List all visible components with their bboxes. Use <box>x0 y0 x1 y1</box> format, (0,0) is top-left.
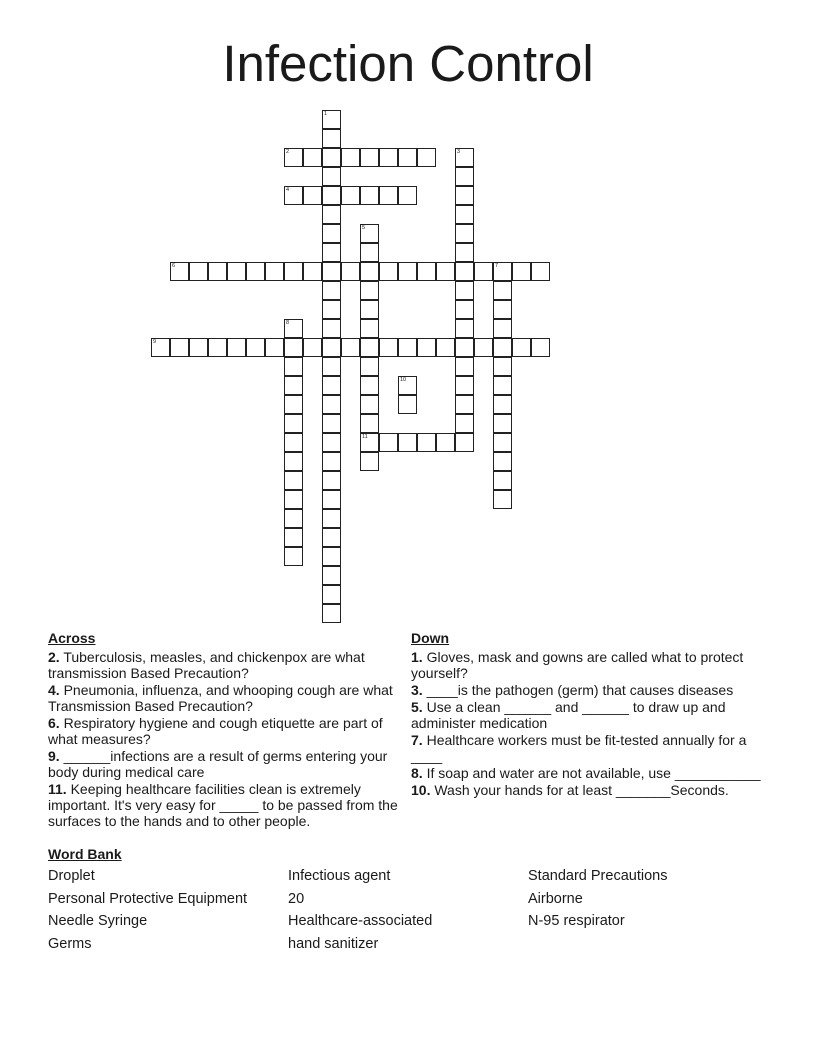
crossword-cell[interactable] <box>493 319 512 338</box>
crossword-cell[interactable] <box>493 376 512 395</box>
crossword-cell[interactable] <box>455 148 474 167</box>
crossword-cell[interactable] <box>322 528 341 547</box>
clue-number: 4. <box>48 682 60 698</box>
crossword-cell[interactable] <box>284 319 303 338</box>
clue-text: If soap and water are not available, use ___________ <box>422 765 761 781</box>
clue-number: 9 <box>153 339 157 345</box>
crossword-cell[interactable] <box>303 186 322 205</box>
crossword-cell[interactable] <box>322 414 341 433</box>
clue-number: 3. <box>411 682 423 698</box>
crossword-cell[interactable] <box>360 452 379 471</box>
crossword-cell[interactable] <box>284 148 303 167</box>
crossword-cell[interactable] <box>284 376 303 395</box>
crossword-cell[interactable] <box>455 167 474 186</box>
crossword-cell[interactable] <box>493 490 512 509</box>
word-bank-item: Needle Syringe <box>48 913 148 929</box>
down-heading: Down <box>411 630 450 646</box>
clue-number: 3 <box>457 149 461 155</box>
crossword-cell[interactable] <box>360 395 379 414</box>
crossword-cell[interactable] <box>360 281 379 300</box>
crossword-cell[interactable] <box>322 357 341 376</box>
crossword-cell[interactable] <box>322 452 341 471</box>
crossword-cell[interactable] <box>360 433 379 452</box>
crossword-cell[interactable] <box>436 338 455 357</box>
crossword-cell[interactable] <box>170 262 189 281</box>
page-title: Infection Control <box>222 35 594 92</box>
crossword-cell[interactable] <box>493 471 512 490</box>
crossword-cell[interactable] <box>360 376 379 395</box>
crossword-cell[interactable] <box>360 357 379 376</box>
clue-number: 1. <box>411 649 423 665</box>
crossword-cell[interactable] <box>417 338 436 357</box>
crossword-cell[interactable] <box>493 262 512 281</box>
crossword-cell[interactable] <box>322 395 341 414</box>
clue-number: 8. <box>411 765 423 781</box>
crossword-cell[interactable] <box>493 357 512 376</box>
crossword-cell[interactable] <box>208 338 227 357</box>
down-clue <box>411 782 761 798</box>
crossword-cell[interactable] <box>322 376 341 395</box>
crossword-cell[interactable] <box>398 433 417 452</box>
crossword-cell[interactable] <box>322 547 341 566</box>
crossword-cell[interactable] <box>512 338 531 357</box>
crossword-cell[interactable] <box>455 376 474 395</box>
clue-text: Wash your hands for at least _______Seconds. <box>430 782 729 798</box>
crossword-cell[interactable] <box>531 338 550 357</box>
clue-text: Respiratory hygiene and cough etiquette are part of what measures? <box>48 715 383 747</box>
crossword-cell[interactable] <box>322 471 341 490</box>
crossword-cell[interactable] <box>455 395 474 414</box>
across-clue-list <box>48 649 408 830</box>
crossword-cell[interactable] <box>398 376 417 395</box>
clue-text: ____is the pathogen (germ) that causes diseases <box>422 682 734 698</box>
crossword-cell[interactable] <box>341 186 360 205</box>
crossword-cell[interactable] <box>379 262 398 281</box>
word-bank-heading: Word Bank <box>48 846 122 862</box>
clue-number: 7 <box>495 263 499 269</box>
crossword-cell[interactable] <box>322 566 341 585</box>
down-clue <box>411 765 761 781</box>
crossword-cell[interactable] <box>512 262 531 281</box>
crossword-cell[interactable] <box>341 338 360 357</box>
crossword-cell[interactable] <box>455 186 474 205</box>
crossword-cell[interactable] <box>360 414 379 433</box>
crossword-cell[interactable] <box>284 471 303 490</box>
crossword-cell[interactable] <box>455 338 474 357</box>
clue-text: Pneumonia, influenza, and whooping cough are what Transmission Based Precaution? <box>48 682 393 714</box>
crossword-cell[interactable] <box>284 357 303 376</box>
word-bank-item: Droplet <box>48 868 95 884</box>
crossword-cell[interactable] <box>284 395 303 414</box>
across-heading: Across <box>48 630 96 646</box>
word-bank-item: Airborne <box>528 890 583 907</box>
crossword-cell[interactable] <box>436 433 455 452</box>
crossword-cell[interactable] <box>322 262 341 281</box>
clue-number: 11. <box>48 781 67 797</box>
crossword-cell[interactable] <box>322 205 341 224</box>
clue-number: 10 <box>400 377 407 383</box>
clue-number: 4 <box>286 187 290 193</box>
word-bank-item: Standard Precautions <box>528 868 668 884</box>
word-bank <box>48 868 768 952</box>
clue-number: 10. <box>411 782 431 798</box>
clue-text: Keeping healthcare facilities clean is extremely important. It's very easy for _____ to be passed from the surfaces to the hands and to other people. <box>48 781 398 829</box>
crossword-cell[interactable] <box>208 262 227 281</box>
crossword-cell[interactable] <box>284 547 303 566</box>
across-clue <box>48 649 408 681</box>
clue-number: 7. <box>411 732 423 748</box>
clue-text: Tuberculosis, measles, and chickenpox are what transmission Based Precaution? <box>48 649 365 681</box>
crossword-cell[interactable] <box>322 338 341 357</box>
across-clue <box>48 715 408 747</box>
crossword-cell[interactable] <box>455 357 474 376</box>
crossword-cell[interactable] <box>360 300 379 319</box>
crossword-cell[interactable] <box>322 148 341 167</box>
clue-number: 2. <box>48 649 60 665</box>
crossword-cell[interactable] <box>322 186 341 205</box>
crossword-cell[interactable] <box>303 148 322 167</box>
crossword-cell[interactable] <box>398 395 417 414</box>
clue-text: Gloves, mask and gowns are called what to protect yourself? <box>411 649 744 681</box>
crossword-cell[interactable] <box>360 224 379 243</box>
crossword-cell[interactable] <box>455 243 474 262</box>
crossword-cell[interactable] <box>398 148 417 167</box>
crossword-cell[interactable] <box>493 433 512 452</box>
clue-number: 9. <box>48 748 60 764</box>
crossword-cell[interactable] <box>360 148 379 167</box>
crossword-cell[interactable] <box>227 338 246 357</box>
clue-text: ______infections are a result of germs entering your body during medical care <box>48 748 388 780</box>
crossword-cell[interactable] <box>189 338 208 357</box>
word-bank-item: Healthcare-associated <box>288 913 433 929</box>
crossword-cell[interactable] <box>341 148 360 167</box>
crossword-cell[interactable] <box>246 262 265 281</box>
crossword-cell[interactable] <box>284 262 303 281</box>
crossword-cell[interactable] <box>493 338 512 357</box>
crossword-cell[interactable] <box>322 224 341 243</box>
clue-text: Use a clean ______ and ______ to draw up and administer medication <box>411 699 726 731</box>
crossword-cell[interactable] <box>322 110 341 129</box>
across-clue <box>48 781 408 829</box>
crossword-cell[interactable] <box>474 338 493 357</box>
crossword-cell[interactable] <box>322 433 341 452</box>
crossword-cell[interactable] <box>322 167 341 186</box>
crossword-cell[interactable] <box>189 262 208 281</box>
clue-number: 6 <box>172 263 176 269</box>
word-bank-item: hand sanitizer <box>288 935 379 952</box>
word-bank-item: N-95 respirator <box>528 913 625 929</box>
word-bank-item: Personal Protective Equipment <box>48 890 248 907</box>
crossword-cell[interactable] <box>379 148 398 167</box>
crossword-cell[interactable] <box>284 452 303 471</box>
crossword-cell[interactable] <box>284 433 303 452</box>
crossword-cell[interactable] <box>341 262 360 281</box>
crossword-cell[interactable] <box>455 205 474 224</box>
down-clue <box>411 649 761 681</box>
crossword-cell[interactable] <box>455 300 474 319</box>
down-clue <box>411 699 761 731</box>
crossword-cell[interactable] <box>151 338 170 357</box>
crossword-cell[interactable] <box>284 414 303 433</box>
crossword-cell[interactable] <box>455 224 474 243</box>
crossword-cell[interactable] <box>322 509 341 528</box>
crossword-cell[interactable] <box>398 338 417 357</box>
crossword-cell[interactable] <box>379 186 398 205</box>
crossword-cell[interactable] <box>265 262 284 281</box>
word-bank-item: 20 <box>288 890 305 907</box>
crossword-cell[interactable] <box>322 319 341 338</box>
crossword-cell[interactable] <box>284 509 303 528</box>
crossword-cell[interactable] <box>474 262 493 281</box>
down-clue <box>411 732 761 764</box>
crossword-cell[interactable] <box>303 338 322 357</box>
crossword-cell[interactable] <box>284 528 303 547</box>
crossword-cell[interactable] <box>455 262 474 281</box>
crossword-cell[interactable] <box>170 338 189 357</box>
crossword-cell[interactable] <box>493 281 512 300</box>
crossword-cell[interactable] <box>322 490 341 509</box>
down-clue <box>411 682 761 698</box>
crossword-cell[interactable] <box>322 243 341 262</box>
clue-number: 5. <box>411 699 423 715</box>
word-bank-item: Germs <box>48 935 92 952</box>
clue-text: Healthcare workers must be fit-tested annually for a ____ <box>411 732 747 764</box>
crossword-cell[interactable] <box>360 319 379 338</box>
crossword-cell[interactable] <box>360 338 379 357</box>
crossword-cell[interactable] <box>493 300 512 319</box>
across-clue <box>48 682 408 714</box>
crossword-cell[interactable] <box>379 338 398 357</box>
crossword-cell[interactable] <box>493 395 512 414</box>
crossword-cell[interactable] <box>284 490 303 509</box>
crossword-cell[interactable] <box>360 262 379 281</box>
clue-number: 8 <box>286 320 290 326</box>
crossword-cell[interactable] <box>493 452 512 471</box>
crossword-cell[interactable] <box>493 414 512 433</box>
crossword-cell[interactable] <box>360 186 379 205</box>
crossword-cell[interactable] <box>246 338 265 357</box>
crossword-cell[interactable] <box>417 262 436 281</box>
crossword-cell[interactable] <box>303 262 322 281</box>
clue-number: 6. <box>48 715 60 731</box>
clue-number: 11 <box>362 434 368 440</box>
crossword-cell[interactable] <box>322 604 341 623</box>
crossword-cell[interactable] <box>417 433 436 452</box>
clue-number: 1 <box>324 111 328 117</box>
crossword-cell[interactable] <box>436 262 455 281</box>
crossword-cell[interactable] <box>322 300 341 319</box>
clue-number: 5 <box>362 225 366 231</box>
crossword-cell[interactable] <box>455 414 474 433</box>
crossword-cell[interactable] <box>455 281 474 300</box>
crossword-cell[interactable] <box>322 129 341 148</box>
crossword-cell[interactable] <box>284 338 303 357</box>
crossword-cell[interactable] <box>284 186 303 205</box>
crossword-cell[interactable] <box>379 433 398 452</box>
crossword-cell[interactable] <box>322 281 341 300</box>
crossword-cell[interactable] <box>360 243 379 262</box>
clue-number: 2 <box>286 149 290 155</box>
crossword-cell[interactable] <box>322 585 341 604</box>
crossword-cell[interactable] <box>455 433 474 452</box>
crossword-cell[interactable] <box>398 186 417 205</box>
crossword-cell[interactable] <box>417 148 436 167</box>
crossword-cell[interactable] <box>531 262 550 281</box>
crossword-cell[interactable] <box>398 262 417 281</box>
crossword-cell[interactable] <box>455 319 474 338</box>
word-bank-item: Infectious agent <box>288 868 391 884</box>
down-clue-list <box>411 649 761 799</box>
crossword-cell[interactable] <box>265 338 284 357</box>
crossword-cell[interactable] <box>227 262 246 281</box>
across-clue <box>48 748 408 780</box>
